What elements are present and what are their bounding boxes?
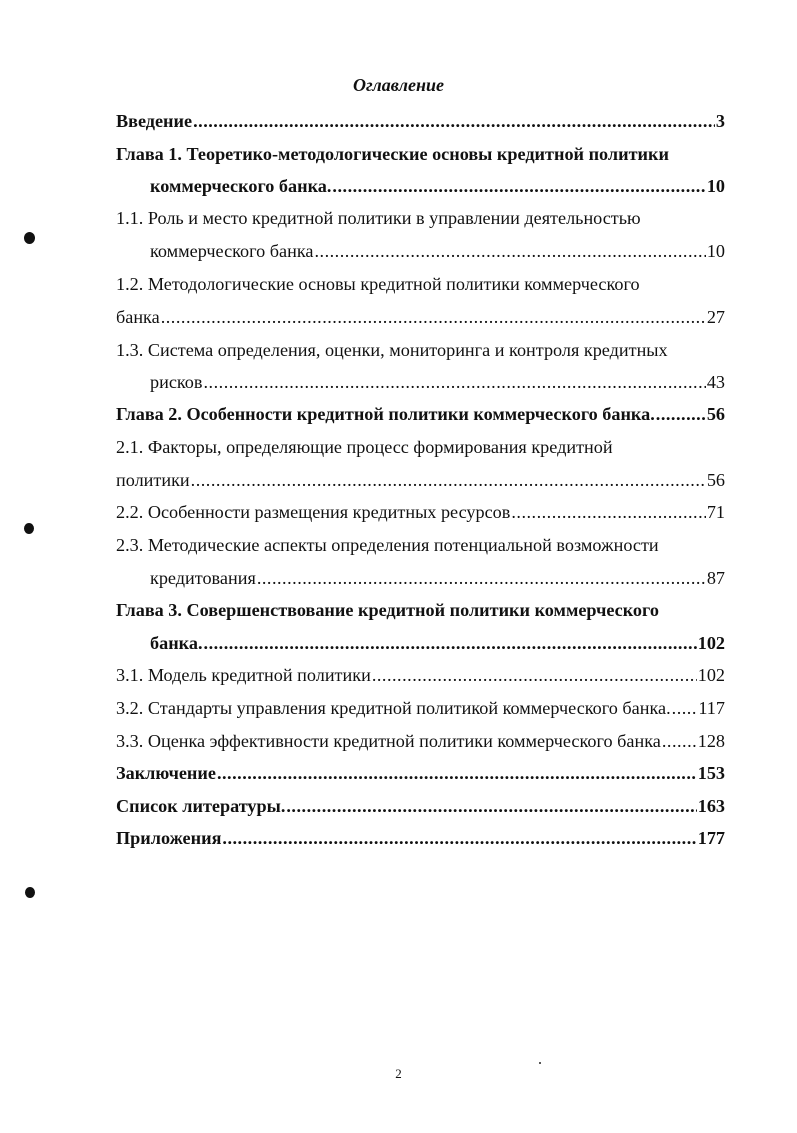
- toc-entry-section-1-1-cont[interactable]: [150, 238, 725, 264]
- dot-leader: [314, 238, 705, 264]
- toc-heading: Оглавление: [353, 75, 444, 95]
- toc-entry-section-2-1-cont[interactable]: [116, 467, 725, 493]
- dot-leader: [204, 630, 697, 656]
- toc-entry-chapter-1-cont[interactable]: [150, 173, 725, 199]
- toc-entry-chapter-3-cont[interactable]: [150, 630, 725, 656]
- toc-entry-label: 2.2. Особенности размещения кредитных ресурсов: [116, 502, 511, 522]
- toc-entry-chapter-3[interactable]: [116, 597, 725, 623]
- punch-hole-mark: [24, 523, 34, 534]
- toc-entry-label: политики: [116, 470, 190, 490]
- toc-entry-label: 1.2. Методологические основы кредитной политики коммерческого: [116, 274, 640, 294]
- toc-entry-section-3-3[interactable]: [116, 728, 725, 754]
- toc-page-number: 56: [706, 470, 725, 490]
- dot-leader: [257, 565, 706, 591]
- toc-entry-label: Заключение: [116, 763, 216, 783]
- dot-leader: [191, 467, 706, 493]
- toc-entry-appendices[interactable]: [116, 825, 725, 851]
- toc-page-number: 10: [706, 176, 725, 196]
- toc-entry-label: 3.2. Стандарты управления кредитной политикой коммерческого банка.: [116, 698, 671, 718]
- toc-page-number: 102: [697, 633, 725, 653]
- toc-entry-label: 3.3. Оценка эффективности кредитной политики коммерческого банка: [116, 731, 661, 751]
- toc-page-number: 10: [706, 241, 725, 261]
- dot-leader: [193, 108, 715, 134]
- toc-page-number: 163: [697, 796, 725, 816]
- toc-entry-label: Глава 3. Совершенствование кредитной политики коммерческого: [116, 600, 659, 620]
- toc-entry-conclusion[interactable]: [116, 760, 725, 786]
- punch-hole-mark: [24, 232, 35, 244]
- toc-entry-section-3-2[interactable]: [116, 695, 725, 721]
- dot-leader: [161, 304, 706, 330]
- toc-entry-label: Введение: [116, 111, 193, 131]
- toc-page-number: 27: [706, 307, 725, 327]
- page-number: 2: [395, 1066, 402, 1081]
- toc-page-number: 102: [697, 665, 725, 685]
- toc-entry-label: банка.: [150, 633, 203, 653]
- toc-entry-label: банка: [116, 307, 160, 327]
- dot-leader: [662, 728, 697, 754]
- toc-page-number: 117: [698, 698, 725, 718]
- dot-leader: [672, 695, 698, 721]
- toc-entry-label: Глава 2. Особенности кредитной политики коммерческого банка.: [116, 404, 655, 424]
- toc-entry-label: рисков: [150, 372, 203, 392]
- dot-leader: [217, 760, 697, 786]
- dot-leader: [656, 401, 706, 427]
- toc-page-number: 71: [706, 502, 725, 522]
- punch-hole-mark: [25, 887, 35, 898]
- toc-page-number: 177: [697, 828, 725, 848]
- toc-entry-section-2-3[interactable]: [116, 532, 725, 558]
- toc-entry-section-1-3-cont[interactable]: [150, 369, 725, 395]
- dot-leader: [372, 662, 697, 688]
- toc-entry-label: 1.3. Система определения, оценки, мониторинга и контроля кредитных: [116, 340, 668, 360]
- toc-entry-introduction[interactable]: [116, 108, 725, 134]
- toc-entry-label: 1.1. Роль и место кредитной политики в управлении деятельностью: [116, 208, 641, 228]
- toc-entry-label: коммерческого банка: [150, 241, 314, 261]
- toc-entry-label: Приложения: [116, 828, 222, 848]
- dot-leader: [511, 499, 705, 525]
- dot-leader: [332, 173, 705, 199]
- toc-page-number: 56: [706, 404, 725, 424]
- toc-page-number: 3: [715, 111, 725, 131]
- toc-entry-section-3-1[interactable]: [116, 662, 725, 688]
- toc-entry-chapter-2[interactable]: [116, 401, 725, 427]
- toc-entry-label: 2.1. Факторы, определяющие процесс формирования кредитной: [116, 437, 613, 457]
- toc-entry-label: Список литературы.: [116, 796, 286, 816]
- toc-page-number: 153: [697, 763, 725, 783]
- dot-leader: [222, 825, 696, 851]
- dot-leader: [286, 793, 696, 819]
- toc-entry-section-1-2-cont[interactable]: [116, 304, 725, 330]
- dot-leader: [204, 369, 706, 395]
- toc-entry-label: коммерческого банка.: [150, 176, 332, 196]
- toc-entry-label: кредитования: [150, 568, 256, 588]
- toc-page-number: 128: [697, 731, 725, 751]
- toc-entry-section-1-2[interactable]: [116, 271, 725, 297]
- toc-entry-section-1-1[interactable]: [116, 205, 725, 231]
- toc-entry-chapter-1[interactable]: [116, 141, 725, 167]
- scan-speck: [539, 1062, 541, 1064]
- toc-entry-section-2-2[interactable]: [116, 499, 725, 525]
- toc-entry-section-2-1[interactable]: [116, 434, 725, 460]
- toc-entry-section-2-3-cont[interactable]: [150, 565, 725, 591]
- toc-page-number: 43: [706, 372, 725, 392]
- toc-entry-section-1-3[interactable]: [116, 337, 725, 363]
- toc-page-number: 87: [706, 568, 725, 588]
- toc-entry-label: 3.1. Модель кредитной политики: [116, 665, 371, 685]
- toc-entry-bibliography[interactable]: [116, 793, 725, 819]
- toc-entry-label: Глава 1. Теоретико-методологические основы кредитной политики: [116, 144, 669, 164]
- toc-entry-label: 2.3. Методические аспекты определения потенциальной возможности: [116, 535, 659, 555]
